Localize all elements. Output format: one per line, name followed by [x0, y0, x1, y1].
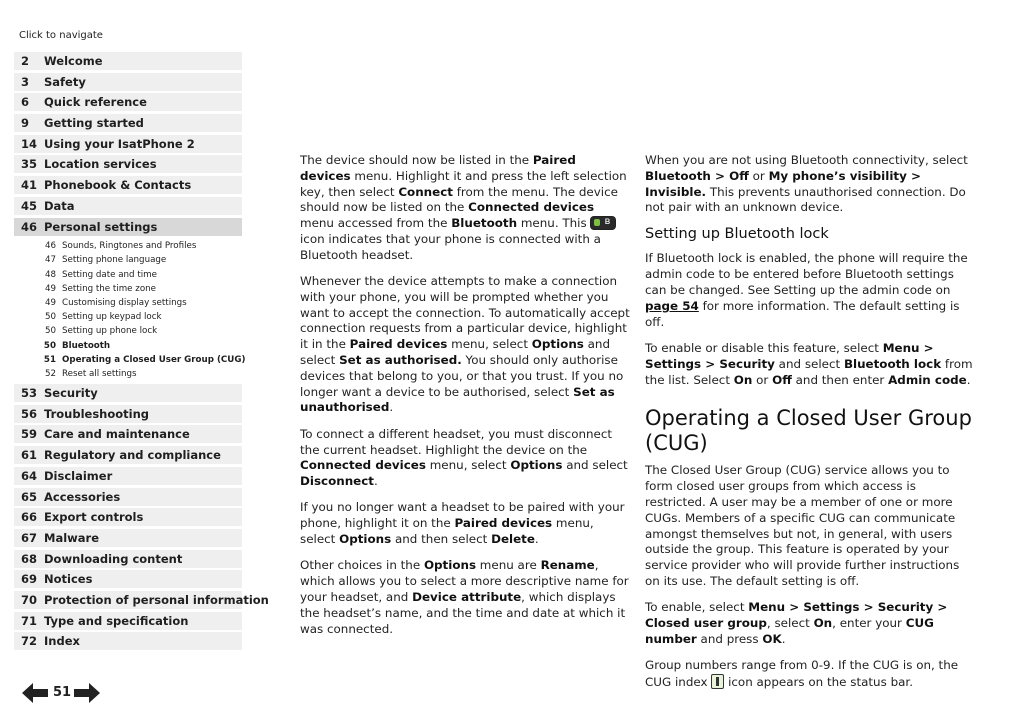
toc-item-care[interactable]: 59 Care and maintenance [14, 425, 242, 443]
toc-item-phonebook[interactable]: 41 Phonebook & Contacts [14, 176, 242, 194]
paragraph: To enable or disable this feature, select Menu > Settings > Security and select Bluetooth lock from the list. Select On or Off and then enter Admin code. [645, 340, 973, 387]
paragraph: If you no longer want a headset to be paired with your phone, highlight it on the Paired devices menu, select Options and then select Delete. [300, 500, 625, 547]
toc-sub-time-zone[interactable]: 49 Setting the time zone [44, 283, 157, 294]
paragraph: Other choices in the Options menu are Rename, which allows you to select a more descriptive name for your headset, and Device attribute, which displays the headset’s name, and the time and date at which it was connected. [300, 558, 629, 636]
toc-item-personal-settings[interactable]: 46 Personal settings [14, 218, 242, 236]
table-of-contents [14, 52, 269, 653]
previous-page-arrow-icon[interactable] [22, 683, 48, 703]
toc-item-malware[interactable]: 67 Malware [14, 529, 242, 547]
toc-sub-keypad-lock[interactable]: 50 Setting up keypad lock [44, 312, 162, 323]
toc-sub-bluetooth[interactable]: 50 Bluetooth [43, 340, 111, 351]
paragraph: The Closed User Group (CUG) service allows you to form closed user groups from which access is restricted. A user may be a member of one or more CUGs. Members of a specific CUG can communicate amongst themselves but not, in general, with users outside the group. This feature is operated by your service provider who will provide further instructions on its use. The default setting is off. [645, 463, 960, 588]
next-page-arrow-icon[interactable] [74, 683, 100, 703]
toc-item-safety[interactable]: 3 Safety [14, 73, 242, 91]
paragraph: Whenever the device attempts to make a connection with your phone, you will be prompted whether you want to accept the connection. To automatically accept connection requests from a particular device, highlight it in the Paired devices menu, select Options and select Set as authorised. You should only authorise devices that belong to you, or that you trust. If you no longer want a device to be authorised, select Set as unauthorised. [300, 274, 630, 415]
toc-sub-language[interactable]: 47 Setting phone language [44, 255, 167, 266]
right-content-column [645, 153, 975, 701]
toc-sub-display[interactable]: 49 Customising display settings [44, 297, 187, 308]
cug-index-icon [711, 674, 724, 689]
paragraph: When you are not using Bluetooth connectivity, select Bluetooth > Off or My phone’s visibility > Invisible. This prevents unauthorised connection. Do not pair with an unknown device. [645, 153, 968, 215]
left-content-column [300, 153, 630, 648]
toc-item-location-services[interactable]: 35 Location services [14, 155, 242, 173]
section-heading-cug: Operating a Closed User Group (CUG) [645, 406, 972, 456]
toc-item-troubleshooting[interactable]: 56 Troubleshooting [14, 405, 242, 423]
toc-item-export-controls[interactable]: 66 Export controls [14, 508, 242, 526]
toc-item-downloading[interactable]: 68 Downloading content [14, 550, 242, 568]
toc-item-using-isatphone[interactable]: 14 Using your IsatPhone 2 [14, 135, 242, 153]
toc-sub-reset[interactable]: 52 Reset all settings [44, 368, 137, 379]
navigation-hint: Click to navigate [19, 30, 103, 41]
paragraph: To connect a different headset, you must disconnect the current headset. Highlight the device on the Connected devices menu, select Options and select Disconnect. [300, 426, 628, 489]
paragraph: If Bluetooth lock is enabled, the phone will require the admin code to be entered before Bluetooth settings can be changed. See Setting up the admin code on page 54 for more information. The default setting is off. [645, 251, 968, 329]
paragraph: To enable, select Menu > Settings > Security > Closed user group, select On, enter your CUG number and press OK. [645, 600, 948, 646]
toc-sub-sounds[interactable]: 46 Sounds, Ringtones and Profiles [44, 241, 197, 252]
toc-item-getting-started[interactable]: 9 Getting started [14, 114, 242, 132]
toc-item-regulatory[interactable]: 61 Regulatory and compliance [14, 446, 242, 464]
section-heading-bluetooth-lock: Setting up Bluetooth lock [645, 225, 829, 242]
toc-subsection-list [14, 238, 246, 384]
toc-sub-phone-lock[interactable]: 50 Setting up phone lock [44, 326, 158, 337]
page-number: 51 [53, 685, 72, 700]
toc-item-notices[interactable]: 69 Notices [14, 570, 242, 588]
toc-item-type-spec[interactable]: 71 Type and specification [14, 612, 242, 630]
toc-item-accessories[interactable]: 65 Accessories [14, 488, 242, 506]
page-navigation [22, 683, 102, 705]
toc-item-welcome[interactable]: 2 Welcome [14, 52, 242, 70]
toc-sub-date-time[interactable]: 48 Setting date and time [44, 269, 157, 280]
toc-item-disclaimer[interactable]: 64 Disclaimer [14, 467, 242, 485]
paragraph: Group numbers range from 0-9. If the CUG is on, the CUG index icon appears on the status bar. [645, 658, 959, 689]
toc-item-protection[interactable]: 70 Protection of personal information [14, 591, 242, 609]
toc-item-security[interactable]: 53 Security [14, 384, 242, 402]
toc-item-index[interactable]: 72 Index [14, 632, 242, 650]
page-54-link[interactable]: page 54 [645, 298, 699, 313]
toc-sub-cug[interactable]: 51 Operating a Closed User Group (CUG) [43, 354, 246, 365]
toc-item-data[interactable]: 45 Data [14, 197, 242, 215]
paragraph: The device should now be listed in the Paired devices menu. Highlight it and press the left selection key, then select Connect from the menu. The device should now be listed on the Connected devices menu accessed from the Bluetooth menu. This ʙ icon indicates that your phone is connected with a Bluetooth headset. [300, 153, 630, 264]
toc-item-quick-reference[interactable]: 6 Quick reference [14, 93, 242, 111]
bluetooth-connected-icon [590, 216, 616, 230]
